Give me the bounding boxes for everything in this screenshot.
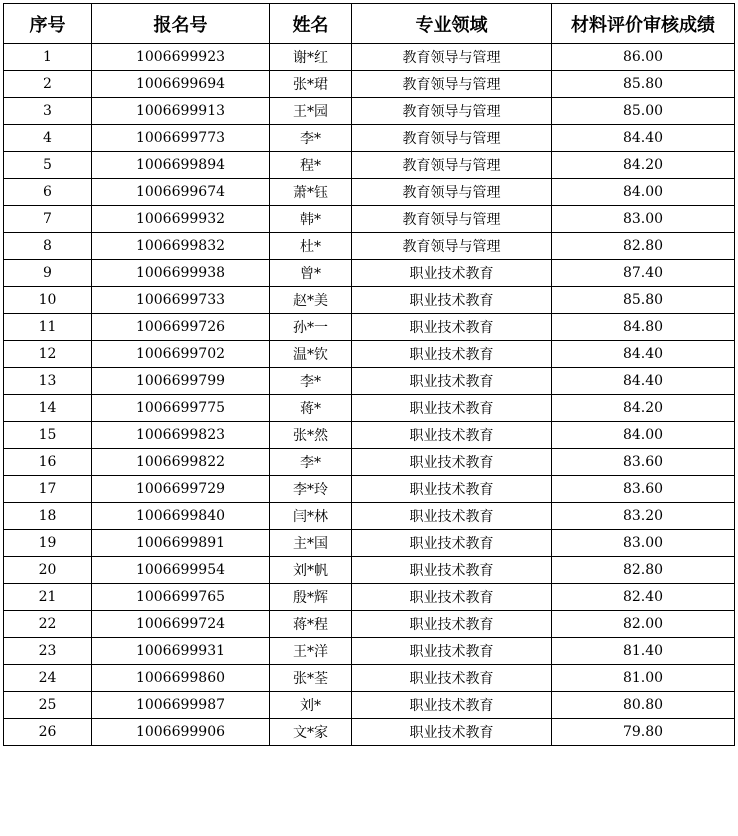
table-row: [4, 71, 735, 98]
table-row: [4, 341, 735, 368]
cell-registration-number: 1006699674: [92, 179, 270, 206]
cell-score: 85.00: [552, 98, 735, 125]
cell-field: 职业技术教育: [352, 314, 552, 341]
cell-score: 84.00: [552, 422, 735, 449]
table-body: [4, 44, 735, 746]
header-row: [4, 4, 735, 44]
cell-name: 蒋*: [270, 395, 352, 422]
cell-registration-number: 1006699726: [92, 314, 270, 341]
cell-registration-number: 1006699938: [92, 260, 270, 287]
cell-score: 82.00: [552, 611, 735, 638]
cell-name: 程*: [270, 152, 352, 179]
cell-field: 教育领导与管理: [352, 125, 552, 152]
cell-score: 79.80: [552, 719, 735, 746]
cell-name: 温*钦: [270, 341, 352, 368]
cell-score: 82.40: [552, 584, 735, 611]
cell-field: 教育领导与管理: [352, 98, 552, 125]
table-row: [4, 692, 735, 719]
cell-registration-number: 1006699906: [92, 719, 270, 746]
cell-registration-number: 1006699799: [92, 368, 270, 395]
table-row: [4, 152, 735, 179]
table-row: [4, 44, 735, 71]
cell-name: 李*玲: [270, 476, 352, 503]
cell-field: 职业技术教育: [352, 422, 552, 449]
cell-name: 蒋*程: [270, 611, 352, 638]
cell-index: 23: [4, 638, 92, 665]
header-field: 专业领域: [352, 4, 552, 44]
cell-score: 84.20: [552, 152, 735, 179]
cell-score: 83.20: [552, 503, 735, 530]
cell-index: 5: [4, 152, 92, 179]
cell-index: 24: [4, 665, 92, 692]
table-row: [4, 584, 735, 611]
cell-index: 26: [4, 719, 92, 746]
header-score: 材料评价审核成绩: [552, 4, 735, 44]
table-row: [4, 233, 735, 260]
cell-index: 11: [4, 314, 92, 341]
cell-registration-number: 1006699702: [92, 341, 270, 368]
cell-registration-number: 1006699733: [92, 287, 270, 314]
cell-name: 赵*美: [270, 287, 352, 314]
cell-name: 韩*: [270, 206, 352, 233]
cell-field: 教育领导与管理: [352, 71, 552, 98]
cell-field: 职业技术教育: [352, 287, 552, 314]
cell-index: 2: [4, 71, 92, 98]
cell-score: 87.40: [552, 260, 735, 287]
cell-field: 教育领导与管理: [352, 206, 552, 233]
cell-name: 刘*帆: [270, 557, 352, 584]
cell-index: 9: [4, 260, 92, 287]
cell-field: 职业技术教育: [352, 665, 552, 692]
table-row: [4, 719, 735, 746]
cell-name: 殷*辉: [270, 584, 352, 611]
table-row: [4, 179, 735, 206]
table-row: [4, 368, 735, 395]
table-row: [4, 98, 735, 125]
table-row: [4, 530, 735, 557]
cell-registration-number: 1006699765: [92, 584, 270, 611]
table-row: [4, 125, 735, 152]
cell-registration-number: 1006699773: [92, 125, 270, 152]
cell-index: 21: [4, 584, 92, 611]
cell-field: 职业技术教育: [352, 611, 552, 638]
score-table: [3, 3, 735, 746]
cell-name: 谢*红: [270, 44, 352, 71]
cell-index: 25: [4, 692, 92, 719]
cell-index: 17: [4, 476, 92, 503]
header-registration-number: 报名号: [92, 4, 270, 44]
table-row: [4, 476, 735, 503]
cell-name: 王*洋: [270, 638, 352, 665]
cell-score: 85.80: [552, 71, 735, 98]
cell-field: 职业技术教育: [352, 260, 552, 287]
cell-index: 14: [4, 395, 92, 422]
table-row: [4, 611, 735, 638]
cell-name: 闫*林: [270, 503, 352, 530]
cell-index: 18: [4, 503, 92, 530]
cell-name: 李*: [270, 449, 352, 476]
cell-score: 84.40: [552, 341, 735, 368]
cell-field: 职业技术教育: [352, 449, 552, 476]
cell-index: 1: [4, 44, 92, 71]
cell-field: 职业技术教育: [352, 557, 552, 584]
cell-field: 职业技术教育: [352, 638, 552, 665]
cell-score: 86.00: [552, 44, 735, 71]
cell-name: 文*家: [270, 719, 352, 746]
cell-score: 82.80: [552, 233, 735, 260]
cell-field: 职业技术教育: [352, 395, 552, 422]
cell-registration-number: 1006699823: [92, 422, 270, 449]
cell-score: 81.00: [552, 665, 735, 692]
cell-index: 3: [4, 98, 92, 125]
header-index: 序号: [4, 4, 92, 44]
cell-score: 83.00: [552, 530, 735, 557]
cell-registration-number: 1006699694: [92, 71, 270, 98]
cell-index: 15: [4, 422, 92, 449]
cell-field: 职业技术教育: [352, 476, 552, 503]
cell-name: 李*: [270, 125, 352, 152]
table-row: [4, 395, 735, 422]
cell-registration-number: 1006699931: [92, 638, 270, 665]
table-row: [4, 503, 735, 530]
cell-name: 萧*钰: [270, 179, 352, 206]
cell-score: 82.80: [552, 557, 735, 584]
table-row: [4, 557, 735, 584]
cell-field: 职业技术教育: [352, 692, 552, 719]
cell-score: 84.20: [552, 395, 735, 422]
cell-index: 19: [4, 530, 92, 557]
cell-index: 10: [4, 287, 92, 314]
cell-field: 职业技术教育: [352, 584, 552, 611]
cell-field: 职业技术教育: [352, 503, 552, 530]
cell-index: 12: [4, 341, 92, 368]
table-row: [4, 260, 735, 287]
cell-index: 7: [4, 206, 92, 233]
table-row: [4, 449, 735, 476]
cell-registration-number: 1006699729: [92, 476, 270, 503]
table-row: [4, 422, 735, 449]
cell-field: 职业技术教育: [352, 341, 552, 368]
cell-name: 曾*: [270, 260, 352, 287]
cell-index: 16: [4, 449, 92, 476]
table-row: [4, 665, 735, 692]
table-row: [4, 287, 735, 314]
cell-name: 杜*: [270, 233, 352, 260]
cell-registration-number: 1006699822: [92, 449, 270, 476]
cell-name: 张*珺: [270, 71, 352, 98]
table-row: [4, 314, 735, 341]
cell-registration-number: 1006699954: [92, 557, 270, 584]
cell-registration-number: 1006699932: [92, 206, 270, 233]
cell-score: 84.40: [552, 368, 735, 395]
cell-score: 84.40: [552, 125, 735, 152]
cell-registration-number: 1006699923: [92, 44, 270, 71]
cell-registration-number: 1006699894: [92, 152, 270, 179]
cell-registration-number: 1006699840: [92, 503, 270, 530]
table-row: [4, 638, 735, 665]
cell-score: 83.60: [552, 476, 735, 503]
cell-score: 85.80: [552, 287, 735, 314]
cell-name: 张*荃: [270, 665, 352, 692]
cell-field: 教育领导与管理: [352, 179, 552, 206]
cell-score: 84.80: [552, 314, 735, 341]
cell-index: 6: [4, 179, 92, 206]
cell-field: 职业技术教育: [352, 368, 552, 395]
cell-registration-number: 1006699987: [92, 692, 270, 719]
cell-registration-number: 1006699891: [92, 530, 270, 557]
cell-name: 李*: [270, 368, 352, 395]
cell-field: 教育领导与管理: [352, 44, 552, 71]
cell-registration-number: 1006699913: [92, 98, 270, 125]
cell-field: 教育领导与管理: [352, 152, 552, 179]
cell-score: 80.80: [552, 692, 735, 719]
cell-score: 84.00: [552, 179, 735, 206]
cell-index: 4: [4, 125, 92, 152]
cell-score: 83.60: [552, 449, 735, 476]
cell-index: 20: [4, 557, 92, 584]
cell-score: 83.00: [552, 206, 735, 233]
cell-registration-number: 1006699775: [92, 395, 270, 422]
cell-registration-number: 1006699724: [92, 611, 270, 638]
cell-name: 孙*一: [270, 314, 352, 341]
cell-index: 8: [4, 233, 92, 260]
cell-registration-number: 1006699860: [92, 665, 270, 692]
cell-field: 教育领导与管理: [352, 233, 552, 260]
table-row: [4, 206, 735, 233]
header-name: 姓名: [270, 4, 352, 44]
cell-field: 职业技术教育: [352, 530, 552, 557]
cell-name: 刘*: [270, 692, 352, 719]
cell-index: 22: [4, 611, 92, 638]
cell-name: 主*国: [270, 530, 352, 557]
cell-index: 13: [4, 368, 92, 395]
cell-registration-number: 1006699832: [92, 233, 270, 260]
cell-name: 张*然: [270, 422, 352, 449]
cell-field: 职业技术教育: [352, 719, 552, 746]
cell-score: 81.40: [552, 638, 735, 665]
cell-name: 王*园: [270, 98, 352, 125]
